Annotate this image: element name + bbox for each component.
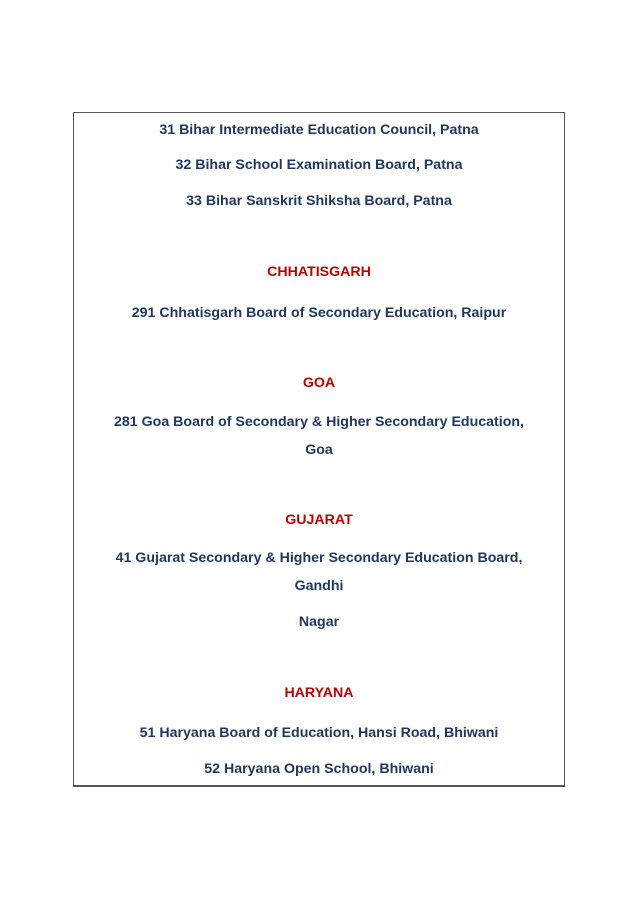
board-entry-gujarat-41: 41 Gujarat Secondary & Higher Secondary Education Board, — [115, 550, 523, 566]
board-entry-gujarat-41-cont2: Nagar — [298, 614, 340, 630]
state-heading-haryana: HARYANA — [284, 685, 354, 701]
board-entry-bihar-31: 31 Bihar Intermediate Education Council, Patna — [159, 122, 479, 138]
state-heading-chhatisgarh: CHHATISGARH — [267, 264, 371, 280]
board-entry-haryana-51: 51 Haryana Board of Education, Hansi Road, Bhiwani — [139, 725, 499, 741]
board-entry-haryana-52: 52 Haryana Open School, Bhiwani — [204, 761, 434, 777]
board-entry-goa-281: 281 Goa Board of Secondary & Higher Secondary Education, — [114, 414, 524, 430]
board-entry-bihar-33: 33 Bihar Sanskrit Shiksha Board, Patna — [186, 193, 452, 209]
state-heading-goa: GOA — [302, 375, 336, 391]
board-entry-gujarat-41-cont1: Gandhi — [294, 578, 344, 594]
board-entry-bihar-32: 32 Bihar School Examination Board, Patna — [175, 157, 463, 173]
state-heading-gujarat: GUJARAT — [285, 512, 353, 528]
board-entry-goa-281-cont: Goa — [305, 442, 333, 458]
board-entry-chhatisgarh-291: 291 Chhatisgarh Board of Secondary Education, Raipur — [131, 305, 507, 321]
